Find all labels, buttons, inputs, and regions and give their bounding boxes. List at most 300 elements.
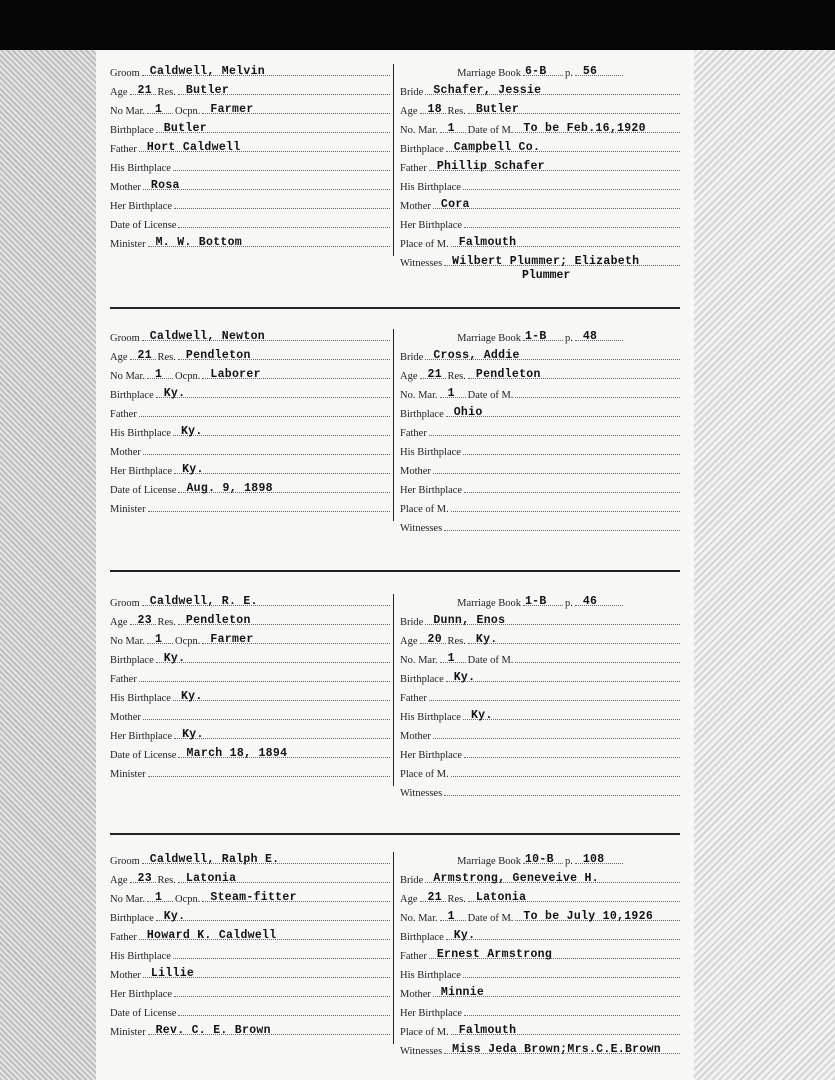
place-of-marriage-field <box>451 499 680 512</box>
record-separator-line <box>110 307 680 309</box>
groom-res-label: Res. <box>157 87 176 98</box>
groom-res-label: Res. <box>157 617 176 628</box>
bride-name-label: Bride <box>400 875 424 886</box>
bride-mother-field <box>433 461 680 474</box>
bride-res-label: Res. <box>447 371 466 382</box>
groom-occupation-value: Farmer <box>210 633 254 646</box>
bride-row <box>400 867 682 886</box>
groom-no-mar-value: 1 <box>155 891 163 904</box>
bride-birthplace-value: Ohio <box>453 406 483 419</box>
groom-no-mar-label: No Mar. <box>110 371 145 382</box>
bride-row <box>400 723 682 742</box>
groom-row <box>110 60 392 79</box>
bride-res-field <box>468 101 680 114</box>
groom-row <box>110 193 392 212</box>
bride-row <box>400 515 682 534</box>
bride-no-mar-field <box>440 650 466 663</box>
groom-row <box>110 458 392 477</box>
minister-field <box>148 499 390 512</box>
groom-row <box>110 704 392 723</box>
place-of-marriage-label: Place of M. <box>400 239 449 250</box>
bride-birthplace-label: Birthplace <box>400 144 444 155</box>
groom-name-value: Caldwell, Newton <box>149 330 265 343</box>
date-of-license-field <box>178 1003 390 1016</box>
groom-father-field <box>139 139 390 152</box>
bride-column <box>400 848 682 1057</box>
groom-father-birthplace-field <box>173 946 390 959</box>
bride-father-birthplace-field <box>463 442 680 455</box>
date-of-marriage-field <box>515 908 680 921</box>
page-field <box>575 593 623 606</box>
bride-age-field <box>420 366 446 379</box>
bride-father-label: Father <box>400 163 427 174</box>
groom-mother-birthplace-field <box>174 461 390 474</box>
groom-res-value: Pendleton <box>185 349 251 362</box>
marriage-book-header <box>400 848 682 867</box>
bride-row <box>400 477 682 496</box>
bride-name-label: Bride <box>400 352 424 363</box>
groom-occupation-label: Ocpn. <box>175 106 201 117</box>
groom-birthplace-value: Ky. <box>163 652 186 665</box>
groom-birthplace-field <box>156 650 390 663</box>
column-divider <box>393 594 394 786</box>
groom-res-value: Pendleton <box>185 614 251 627</box>
groom-father-birthplace-label: His Birthplace <box>110 163 171 174</box>
groom-row <box>110 723 392 742</box>
bride-row <box>400 981 682 1000</box>
bride-column <box>400 590 682 799</box>
marriage-book-header <box>400 60 682 79</box>
place-of-marriage-field <box>451 764 680 777</box>
groom-occupation-label: Ocpn. <box>175 894 201 905</box>
witnesses-field <box>444 1041 680 1054</box>
groom-age-label: Age <box>110 617 128 628</box>
marriage-book-label: Marriage Book <box>457 68 521 79</box>
minister-field <box>148 764 390 777</box>
groom-father-label: Father <box>110 144 137 155</box>
groom-row <box>110 742 392 761</box>
bride-row <box>400 155 682 174</box>
groom-occupation-field <box>202 889 390 902</box>
groom-birthplace-field <box>156 385 390 398</box>
bride-birthplace-label: Birthplace <box>400 932 444 943</box>
groom-row <box>110 325 392 344</box>
bride-column <box>400 60 682 283</box>
groom-father-birthplace-label: His Birthplace <box>110 951 171 962</box>
scan-left-margin <box>0 50 96 1080</box>
bride-mother-value: Cora <box>440 198 470 211</box>
place-of-marriage-value: Falmouth <box>458 1024 517 1037</box>
groom-occupation-value: Laborer <box>210 368 261 381</box>
date-of-marriage-field <box>515 120 680 133</box>
bride-no-mar-value: 1 <box>447 652 455 665</box>
bride-mother-birthplace-field <box>464 215 680 228</box>
bride-no-mar-label: No. Mar. <box>400 125 438 136</box>
bride-res-field <box>468 366 680 379</box>
groom-occupation-field <box>202 631 390 644</box>
groom-mother-field <box>143 707 390 720</box>
groom-row <box>110 344 392 363</box>
groom-row <box>110 886 392 905</box>
bride-age-field <box>420 101 446 114</box>
bride-father-field <box>429 423 680 436</box>
groom-name-value: Caldwell, Melvin <box>149 65 265 78</box>
groom-no-mar-label: No Mar. <box>110 894 145 905</box>
date-of-license-label: Date of License <box>110 220 177 231</box>
groom-age-value: 23 <box>137 614 152 627</box>
bride-row <box>400 647 682 666</box>
record-separator-line <box>110 570 680 572</box>
groom-row <box>110 117 392 136</box>
date-of-marriage-label: Date of M. <box>467 125 514 136</box>
bride-name-label: Bride <box>400 87 424 98</box>
bride-row <box>400 136 682 155</box>
bride-row <box>400 924 682 943</box>
column-divider <box>393 329 394 521</box>
bride-birthplace-field <box>446 404 680 417</box>
marriage-book-header <box>400 590 682 609</box>
bride-age-label: Age <box>400 106 418 117</box>
groom-mother-birthplace-field <box>174 984 390 997</box>
groom-birthplace-label: Birthplace <box>110 655 154 666</box>
column-divider <box>393 852 394 1044</box>
minister-label: Minister <box>110 239 146 250</box>
page-value: 56 <box>582 65 598 78</box>
groom-occupation-value: Farmer <box>210 103 254 116</box>
page-label: p. <box>564 856 573 867</box>
bride-name-field <box>425 612 680 625</box>
groom-birthplace-value: Butler <box>163 122 207 135</box>
groom-row <box>110 496 392 515</box>
date-of-marriage-field <box>515 385 680 398</box>
bride-birthplace-field <box>446 669 680 682</box>
bride-birthplace-value: Ky. <box>453 671 476 684</box>
date-of-license-field <box>178 215 390 228</box>
bride-res-value: Pendleton <box>475 368 541 381</box>
bride-row <box>400 1000 682 1019</box>
groom-column <box>110 325 392 515</box>
bride-father-birthplace-field <box>463 707 680 720</box>
date-of-license-label: Date of License <box>110 1008 177 1019</box>
bride-mother-field <box>433 726 680 739</box>
place-of-marriage-label: Place of M. <box>400 504 449 515</box>
marriage-book-field <box>523 328 563 341</box>
marriage-book-field <box>523 593 563 606</box>
bride-row <box>400 344 682 363</box>
witnesses-field <box>444 518 680 531</box>
groom-occupation-label: Ocpn. <box>175 636 201 647</box>
bride-row <box>400 962 682 981</box>
groom-row <box>110 628 392 647</box>
groom-res-label: Res. <box>157 875 176 886</box>
groom-age-label: Age <box>110 352 128 363</box>
bride-res-label: Res. <box>447 106 466 117</box>
marriage-book-value: 1-B <box>524 595 547 608</box>
bride-father-field <box>429 688 680 701</box>
bride-father-value: Phillip Schafer <box>436 160 545 173</box>
groom-no-mar-field <box>147 889 173 902</box>
bride-birthplace-label: Birthplace <box>400 674 444 685</box>
groom-res-field <box>178 82 390 95</box>
groom-occupation-field <box>202 366 390 379</box>
groom-res-value: Butler <box>185 84 230 97</box>
groom-row <box>110 1019 392 1038</box>
bride-mother-field <box>433 984 680 997</box>
groom-row <box>110 962 392 981</box>
bride-row <box>400 685 682 704</box>
bride-row <box>400 886 682 905</box>
bride-father-birthplace-label: His Birthplace <box>400 182 461 193</box>
groom-father-label: Father <box>110 409 137 420</box>
bride-mother-birthplace-label: Her Birthplace <box>400 220 463 231</box>
date-of-license-value: March 18, 1894 <box>186 747 288 760</box>
groom-res-field <box>178 612 390 625</box>
bride-mother-birthplace-label: Her Birthplace <box>400 1008 463 1019</box>
place-of-marriage-value: Falmouth <box>458 236 517 249</box>
bride-father-birthplace-field <box>463 965 680 978</box>
groom-mother-birthplace-label: Her Birthplace <box>110 466 173 477</box>
groom-mother-value: Lillie <box>150 967 195 980</box>
place-of-marriage-field <box>451 234 680 247</box>
bride-row <box>400 943 682 962</box>
groom-mother-label: Mother <box>110 182 141 193</box>
groom-mother-birthplace-label: Her Birthplace <box>110 201 173 212</box>
groom-row <box>110 943 392 962</box>
bride-age-label: Age <box>400 894 418 905</box>
groom-father-field <box>139 404 390 417</box>
scan-right-margin <box>694 50 835 1080</box>
bride-column <box>400 325 682 534</box>
bride-res-value: Latonia <box>475 891 527 904</box>
groom-no-mar-value: 1 <box>155 103 163 116</box>
bride-father-value: Ernest Armstrong <box>436 948 553 961</box>
date-of-license-field <box>178 480 390 493</box>
groom-age-value: 23 <box>137 872 152 885</box>
bride-row <box>400 363 682 382</box>
bride-name-field <box>425 870 680 883</box>
groom-no-mar-field <box>147 101 173 114</box>
groom-mother-birthplace-label: Her Birthplace <box>110 989 173 1000</box>
groom-no-mar-field <box>147 366 173 379</box>
groom-row <box>110 647 392 666</box>
bride-age-value: 21 <box>427 891 442 904</box>
groom-no-mar-label: No Mar. <box>110 106 145 117</box>
bride-no-mar-value: 1 <box>447 910 455 923</box>
groom-age-value: 21 <box>137 349 152 362</box>
date-of-marriage-label: Date of M. <box>467 913 514 924</box>
groom-father-value: Hort Caldwell <box>146 141 241 154</box>
groom-mother-birthplace-label: Her Birthplace <box>110 731 173 742</box>
groom-row <box>110 924 392 943</box>
groom-father-birthplace-field <box>173 688 390 701</box>
bride-no-mar-field <box>440 385 466 398</box>
bride-father-label: Father <box>400 693 427 704</box>
groom-birthplace-field <box>156 908 390 921</box>
groom-mother-field <box>143 965 390 978</box>
groom-row <box>110 382 392 401</box>
marriage-book-field <box>523 851 563 864</box>
bride-birthplace-field <box>446 139 680 152</box>
witnesses-value: Wilbert Plummer; Elizabeth <box>452 255 640 268</box>
bride-age-field <box>420 889 446 902</box>
marriage-book-label: Marriage Book <box>457 598 521 609</box>
bride-age-value: 21 <box>427 368 442 381</box>
witnesses-label: Witnesses <box>400 788 443 799</box>
page-label: p. <box>564 68 573 79</box>
groom-name-label: Groom <box>110 68 140 79</box>
bride-mother-field <box>433 196 680 209</box>
bride-no-mar-value: 1 <box>447 387 455 400</box>
groom-row <box>110 401 392 420</box>
bride-age-label: Age <box>400 636 418 647</box>
bride-mother-birthplace-field <box>464 1003 680 1016</box>
bride-father-label: Father <box>400 951 427 962</box>
bride-age-value: 20 <box>427 633 442 646</box>
bride-mother-value: Minnie <box>440 986 485 999</box>
bride-row <box>400 496 682 515</box>
groom-mother-birthplace-field <box>174 726 390 739</box>
bride-res-field <box>468 889 680 902</box>
place-of-marriage-label: Place of M. <box>400 769 449 780</box>
bride-row <box>400 1019 682 1038</box>
groom-row <box>110 98 392 117</box>
bride-father-birthplace-label: His Birthplace <box>400 712 461 723</box>
bride-row <box>400 401 682 420</box>
bride-birthplace-value: Ky. <box>453 929 476 942</box>
groom-row <box>110 79 392 98</box>
bride-row <box>400 79 682 98</box>
groom-row <box>110 174 392 193</box>
date-of-license-label: Date of License <box>110 485 177 496</box>
bride-row <box>400 666 682 685</box>
bride-row <box>400 458 682 477</box>
groom-row <box>110 439 392 458</box>
bride-no-mar-label: No. Mar. <box>400 655 438 666</box>
bride-row <box>400 704 682 723</box>
place-of-marriage-label: Place of M. <box>400 1027 449 1038</box>
bride-mother-birthplace-label: Her Birthplace <box>400 750 463 761</box>
groom-row <box>110 363 392 382</box>
marriage-book-header <box>400 325 682 344</box>
minister-value: Rev. C. E. Brown <box>155 1024 271 1037</box>
groom-father-birthplace-value: Ky. <box>180 425 203 438</box>
marriage-book-label: Marriage Book <box>457 333 521 344</box>
marriage-book-label: Marriage Book <box>457 856 521 867</box>
bride-name-value: Schafer, Jessie <box>433 84 542 97</box>
groom-occupation-field <box>202 101 390 114</box>
bride-no-mar-label: No. Mar. <box>400 390 438 401</box>
marriage-book-value: 6-B <box>524 65 547 78</box>
groom-birthplace-value: Ky. <box>163 387 186 400</box>
groom-name-field <box>142 851 390 864</box>
bride-row <box>400 420 682 439</box>
groom-age-label: Age <box>110 875 128 886</box>
groom-birthplace-label: Birthplace <box>110 390 154 401</box>
bride-age-value: 18 <box>427 103 442 116</box>
groom-row <box>110 590 392 609</box>
groom-row <box>110 231 392 250</box>
date-of-marriage-value: To be July 10,1926 <box>523 910 654 923</box>
column-divider <box>393 64 394 256</box>
date-of-license-field <box>178 745 390 758</box>
page-value: 48 <box>582 330 598 343</box>
scan-top-border <box>0 0 835 50</box>
bride-res-value: Ky. <box>475 633 498 646</box>
bride-name-field <box>425 82 680 95</box>
bride-birthplace-value: Campbell Co. <box>453 141 541 154</box>
bride-res-label: Res. <box>447 894 466 905</box>
groom-row <box>110 609 392 628</box>
groom-no-mar-value: 1 <box>155 633 163 646</box>
page-label: p. <box>564 333 573 344</box>
groom-father-birthplace-value: Ky. <box>180 690 203 703</box>
groom-father-label: Father <box>110 674 137 685</box>
groom-row <box>110 981 392 1000</box>
bride-name-label: Bride <box>400 617 424 628</box>
bride-mother-label: Mother <box>400 201 431 212</box>
witnesses-label: Witnesses <box>400 258 443 269</box>
bride-row <box>400 193 682 212</box>
groom-age-field <box>130 347 156 360</box>
groom-father-field <box>139 927 390 940</box>
date-of-marriage-field <box>515 650 680 663</box>
groom-name-value: Caldwell, R. E. <box>149 595 258 608</box>
groom-father-birthplace-field <box>173 423 390 436</box>
minister-label: Minister <box>110 504 146 515</box>
groom-name-value: Caldwell, Ralph E. <box>149 853 280 866</box>
groom-occupation-value: Steam-fitter <box>210 891 297 904</box>
marriage-book-value: 1-B <box>524 330 547 343</box>
page-value: 46 <box>582 595 598 608</box>
bride-row <box>400 439 682 458</box>
bride-father-birthplace-label: His Birthplace <box>400 970 461 981</box>
bride-no-mar-value: 1 <box>447 122 455 135</box>
groom-row <box>110 848 392 867</box>
date-of-marriage-label: Date of M. <box>467 655 514 666</box>
bride-row <box>400 382 682 401</box>
date-of-marriage-value: To be Feb.16,1920 <box>523 122 646 135</box>
groom-no-mar-value: 1 <box>155 368 163 381</box>
date-of-license-value: Aug. 9, 1898 <box>186 482 273 495</box>
bride-row <box>400 174 682 193</box>
bride-no-mar-field <box>440 120 466 133</box>
groom-name-label: Groom <box>110 333 140 344</box>
bride-row <box>400 212 682 231</box>
place-of-marriage-field <box>451 1022 680 1035</box>
page-value: 108 <box>582 853 605 866</box>
witnesses-value: Miss Jeda Brown;Mrs.C.E.Brown <box>452 1043 661 1056</box>
record-separator-line <box>110 833 680 835</box>
minister-field <box>148 234 390 247</box>
witnesses-field <box>444 783 680 796</box>
bride-mother-birthplace-field <box>464 480 680 493</box>
groom-mother-field <box>143 442 390 455</box>
bride-father-birthplace-field <box>463 177 680 190</box>
bride-row <box>400 98 682 117</box>
groom-name-field <box>142 328 390 341</box>
groom-row <box>110 685 392 704</box>
groom-father-birthplace-label: His Birthplace <box>110 428 171 439</box>
groom-row <box>110 212 392 231</box>
bride-father-birthplace-value: Ky. <box>470 709 493 722</box>
bride-age-label: Age <box>400 371 418 382</box>
minister-field <box>148 1022 390 1035</box>
groom-column <box>110 590 392 780</box>
groom-mother-label: Mother <box>110 447 141 458</box>
bride-no-mar-field <box>440 908 466 921</box>
bride-father-birthplace-label: His Birthplace <box>400 447 461 458</box>
bride-row <box>400 905 682 924</box>
